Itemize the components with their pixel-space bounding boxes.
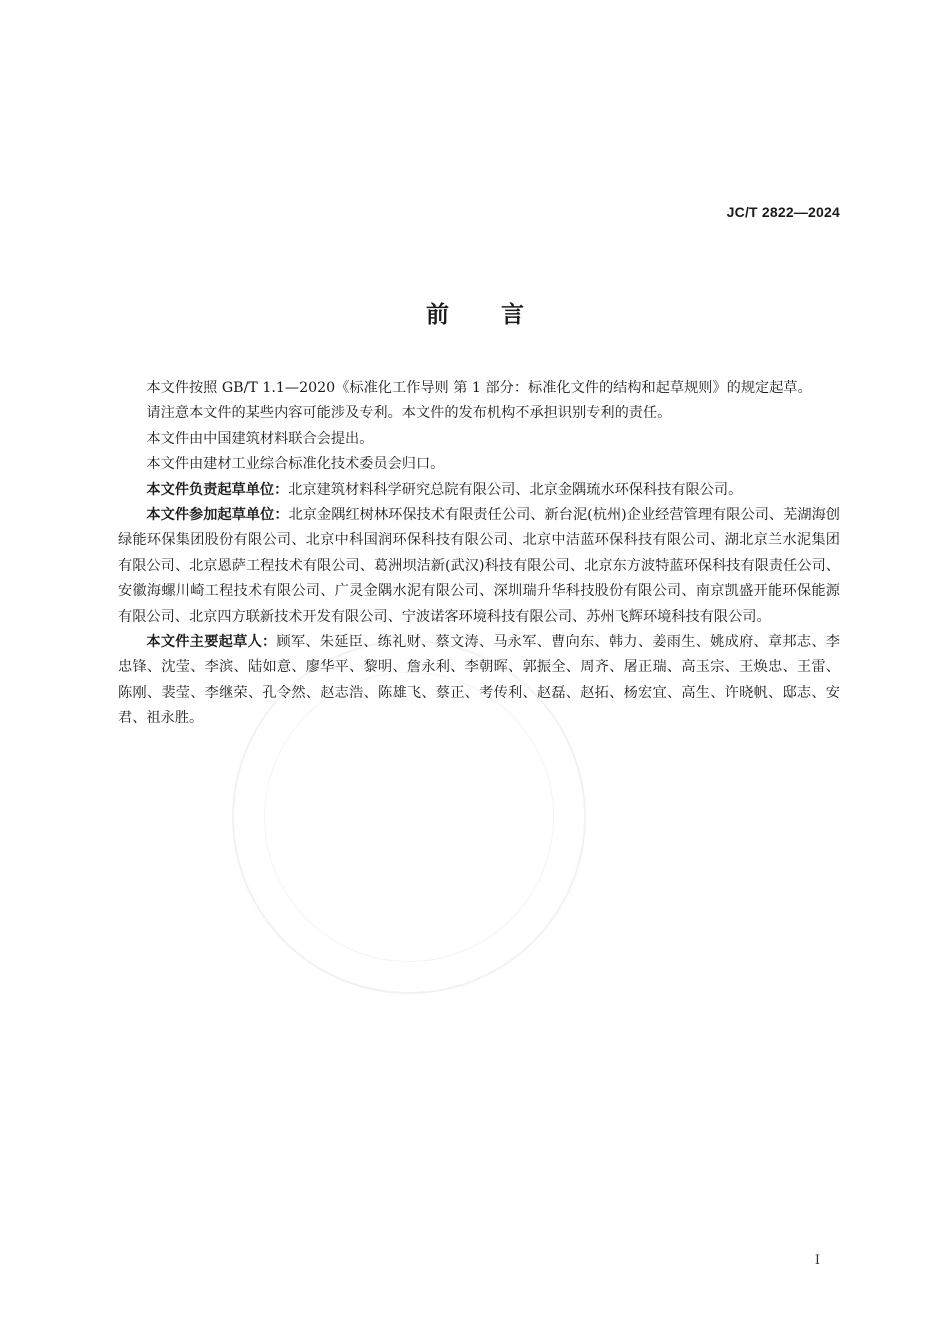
paragraph-technical-committee: 本文件由建材工业综合标准化技术委员会归口。 — [146, 456, 445, 473]
page-title: 前言 — [426, 302, 576, 328]
paragraph-lead-drafting-units — [118, 478, 840, 503]
lead-units-label: 本文件负责起草单位： — [146, 481, 289, 498]
participating-units-text: 北京金隅红树林环保技术有限责任公司、新台泥(杭州)企业经营管理有限公司、芜湖海创绿能环保集团股份有限公司、北京中科国润环保科技有限公司、北京中洁蓝环保科技有限公司、湖北京兰水泥集团有限公司、北京恩萨工程技术有限公司、葛洲坝洁新(武汉)科技有限公司、北京东方波特蓝环保科技有限责任公司、安徽海螺川崎工程技术有限公司、广灵金隅水泥有限公司、深圳瑞升华科技股份有限公司、南京凯盛开能环保能源有限公司、北京四方联新技术开发有限公司、宁波诺客环境科技有限公司、苏州飞辉环境科技有限公司。 — [118, 507, 840, 625]
main-drafters-label: 本文件主要起草人： — [146, 634, 277, 651]
main-drafters-text: 顾军、朱延臣、练礼财、蔡文涛、马永军、曹向东、韩力、姜雨生、姚成府、章邦志、李忠锋、沈莹、李滨、陆如意、廖华平、黎明、詹永利、李朝晖、郭振全、周齐、屠正瑞、高玉宗、王焕忠、王雷、陈刚、裴莹、李继荣、孔令然、赵志浩、陈雄飞、蔡正、考传利、赵磊、赵拓、杨宏宜、高生、许晓帆、邸志、安君、祖永胜。 — [118, 634, 840, 727]
paragraph-drafting-basis: 本文件按照 GB/T 1.1—2020《标准化工作导则 第 1 部分：标准化文件的结构和起草规则》的规定起草。 — [146, 380, 812, 396]
paragraph-main-drafters — [118, 630, 840, 732]
paragraph-proposer: 本文件由中国建筑材料联合会提出。 — [146, 430, 374, 447]
standard-number: JC/T 2822—2024 — [726, 204, 840, 220]
participating-units-label: 本文件参加起草单位： — [146, 507, 289, 524]
document-body — [118, 376, 840, 732]
paragraph-participating-units — [118, 503, 840, 630]
paragraph-patent-notice: 请注意本文件的某些内容可能涉及专利。本文件的发布机构不承担识别专利的责任。 — [146, 405, 672, 422]
page-number: I — [814, 1253, 820, 1268]
lead-units-text: 北京建筑材料科学研究总院有限公司、北京金隅琉水环保科技有限公司。 — [288, 481, 743, 498]
